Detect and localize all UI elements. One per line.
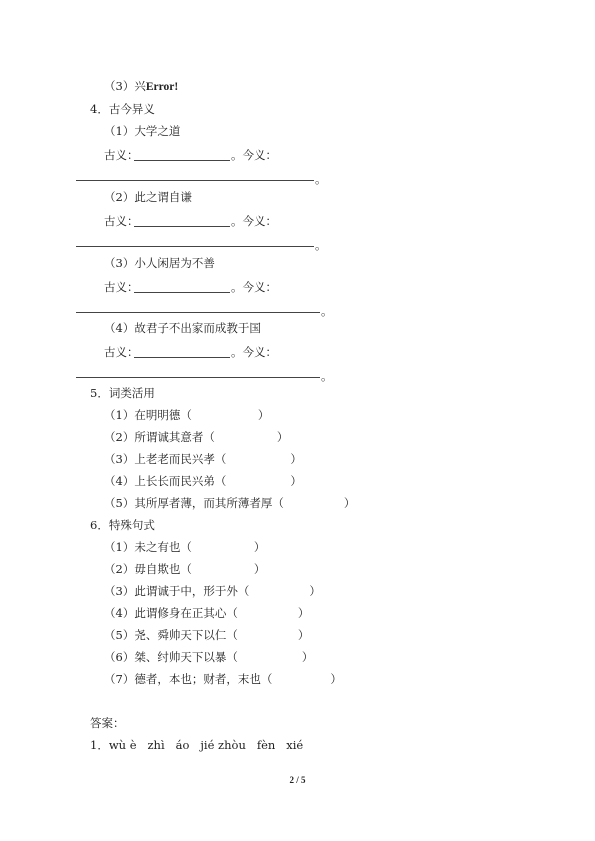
sec5-item-1-text: （1）在明明德（	[104, 408, 192, 422]
close-paren: ）	[301, 650, 314, 664]
gu-blank-2[interactable]	[134, 226, 230, 227]
close-paren: ）	[290, 452, 302, 466]
page-number: 2 / 5	[289, 775, 306, 785]
sec6-item-7	[104, 672, 342, 686]
item-number: （3）	[104, 79, 135, 93]
sec4-item-3-label: （3）小人闲居为不善	[104, 256, 215, 270]
sec6-item-5	[104, 628, 309, 642]
sec6-item-6	[104, 650, 313, 664]
jin-blank-4[interactable]	[76, 377, 320, 378]
gu-blank-1[interactable]	[134, 160, 230, 161]
sec6-item-7-text: （7）德者，本也；财者，末也（	[104, 672, 273, 686]
sec4-item-1-label: （1）大学之道	[104, 124, 181, 138]
end-mark-3: 。	[321, 304, 333, 318]
sec4-item-4-jin-label: 。今义：	[231, 345, 277, 359]
error-text: Error!	[145, 81, 179, 93]
sec5-item-2-text: （2）所谓诚其意者（	[104, 430, 215, 444]
sec6-item-2-text: （2）毋自欺也（	[104, 562, 192, 576]
sec4-item-1-jin-label: 。今义：	[231, 148, 277, 162]
sec6-item-4	[104, 606, 309, 620]
item-text: 兴	[134, 79, 146, 93]
end-mark-2: 。	[315, 238, 327, 252]
sec4-item-2-label: （2）此之谓自谦	[104, 190, 192, 204]
close-paren: ）	[309, 584, 321, 598]
sec6-item-1-text: （1）未之有也（	[104, 540, 192, 554]
section-6-title: 6．特殊句式	[90, 518, 155, 532]
jin-blank-3[interactable]	[76, 312, 320, 313]
close-paren: ）	[257, 408, 270, 422]
sec5-item-5	[104, 496, 355, 510]
jin-blank-2[interactable]	[76, 246, 314, 247]
sec5-item-3-text: （3）上老老而民兴孝（	[104, 452, 227, 466]
close-paren: ）	[290, 474, 302, 488]
sec5-item-4	[104, 474, 302, 488]
end-mark-4: 。	[321, 369, 333, 383]
gu-blank-3[interactable]	[134, 292, 230, 293]
sec5-item-2	[104, 430, 288, 444]
sec4-item-3-gu-label: 古义：	[104, 280, 139, 294]
close-paren: ）	[276, 430, 289, 444]
sec4-item-2-gu-label: 古义：	[104, 214, 139, 228]
item-3-xing	[104, 79, 178, 94]
sec4-item-2-jin-label: 。今义：	[231, 214, 277, 228]
answers-line-1: 1．wù è zhì áo jié zhòu fèn xié	[90, 738, 304, 752]
sec6-item-1	[104, 540, 265, 554]
sec6-item-3-text: （3）此谓诚于中，形于外（	[104, 584, 250, 598]
close-paren: ）	[297, 628, 310, 642]
sec6-item-2	[104, 562, 265, 576]
sec5-item-1	[104, 408, 269, 422]
answers-label: 答案：	[90, 716, 125, 730]
section-5-title: 5．词类活用	[90, 386, 155, 400]
close-paren: ）	[297, 606, 310, 620]
sec5-item-3	[104, 452, 302, 466]
end-mark-1: 。	[315, 172, 327, 186]
sec5-item-4-text: （4）上长长而民兴弟（	[104, 474, 227, 488]
section-4-title: 4．古今异义	[90, 102, 155, 116]
gu-blank-4[interactable]	[134, 357, 230, 358]
sec6-item-5-text: （5）尧、舜帅天下以仁（	[104, 628, 238, 642]
sec5-item-5-text: （5）其所厚者薄，而其所薄者厚（	[104, 496, 284, 510]
close-paren: ）	[253, 562, 266, 576]
sec6-item-3	[104, 584, 321, 598]
sec4-item-3-jin-label: 。今义：	[231, 280, 277, 294]
close-paren: ）	[343, 496, 356, 510]
sec6-item-4-text: （4）此谓修身在正其心（	[104, 606, 238, 620]
close-paren: ）	[253, 540, 266, 554]
sec4-item-4-gu-label: 古义：	[104, 345, 139, 359]
close-paren: ）	[330, 672, 342, 686]
sec6-item-6-text: （6）桀、纣帅天下以暴（	[104, 650, 238, 664]
sec4-item-1-gu-label: 古义：	[104, 148, 139, 162]
sec4-item-4-label: （4）故君子不出家而成教于国	[104, 321, 261, 335]
jin-blank-1[interactable]	[76, 180, 314, 181]
